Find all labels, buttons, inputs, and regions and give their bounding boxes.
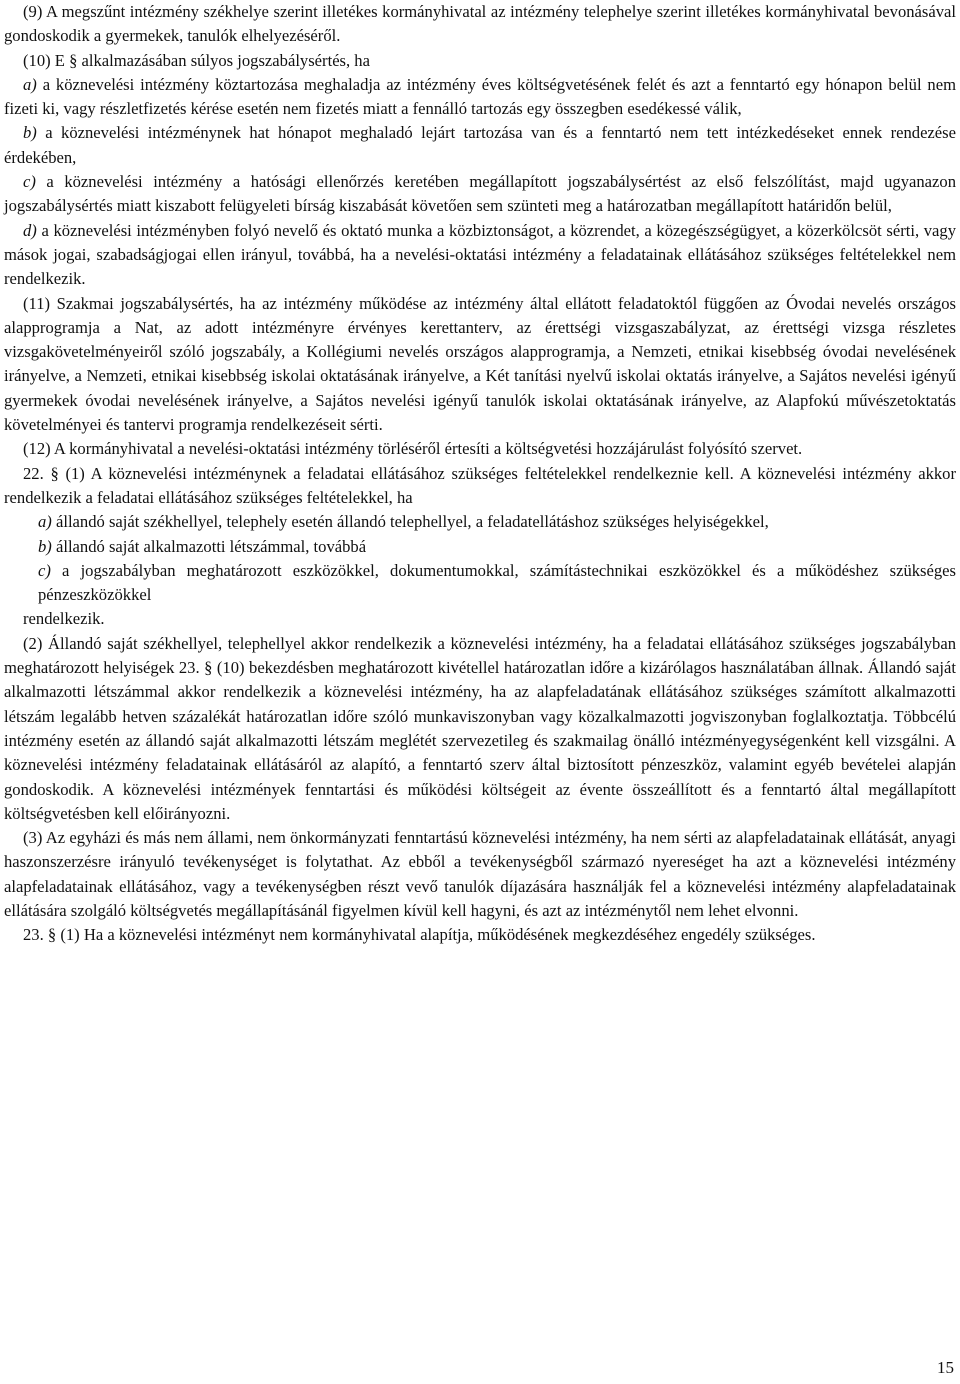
paragraph-text: (9) A megszűnt intézmény székhelye szerint illetékes kormányhivatal az intézmény telephelye szerint illetékes kormányhivatal bevonásával gondoskodik a gyermekek, tanulók elhelyezéséről.: [4, 2, 956, 46]
paragraph-10: [4, 49, 956, 73]
list-marker: b): [23, 123, 37, 143]
paragraph-text: 23. § (1) Ha a köznevelési intézményt nem kormányhivatal alapítja, működésének megkezdéséhez engedély szükséges.: [23, 925, 816, 945]
paragraph-text: (12) A kormányhivatal a nevelési-oktatási intézmény törléséről értesíti a költségvetési hozzájárulást folyósító szervet.: [23, 439, 803, 459]
list-marker: a): [23, 74, 37, 94]
list-item-text: állandó saját alkalmazotti létszámmal, továbbá: [51, 536, 367, 556]
list-marker: c): [23, 172, 36, 192]
list-item-b: [4, 121, 956, 170]
section-22-paragraph-1: [4, 462, 956, 511]
list-marker: c): [38, 560, 51, 580]
paragraph-12: [4, 437, 956, 461]
list-item-c: [4, 170, 956, 219]
list-item-c: [4, 559, 956, 608]
paragraph-text: (2) Állandó saját székhellyel, telephellyel akkor rendelkezik a köznevelési intézmény, ha a feladatai ellátásához szükséges jogszabályban meghatározott helyiségek 23. § (10) bekezdésben meghatározott kivétellel határozatlan időre a kizárólagos használatában állnak. Állandó saját alkalmazotti létszámmal akkor rendelkezik a köznevelési intézmény, ha az alapfeladatának ellátásához szükséges számított alkalmazotti létszám legalább hetven százalékát határozatlan időre szóló munkaviszonyban vagy közalkalmazotti jogviszonyban foglalkoztatja. Többcélú intézmény esetén az állandó saját alkalmazotti létszám meglétét szervezetileg és szakmailag önálló intézményegységenként kell vizsgálni. A köznevelési intézmény feladatainak ellátásáról az alapító, a fenntartó szerv által biztosított pénzeszköz, valamint egyéb bevételei alapján gondoskodik. A köznevelési intézmények fenntartási és működési költségeit az évente összeállított és a fenntartó által megállapított költségvetésben kell előirányozni.: [4, 633, 956, 823]
section-23-paragraph-1: [4, 923, 956, 947]
page-number: 15: [937, 1357, 954, 1377]
document-body: [4, 0, 956, 948]
list-item-text: a köznevelési intézménynek hat hónapot meghaladó lejárt tartozása van és a fenntartó nem tett intézkedéseket ennek rendezése érdekében,: [4, 123, 956, 167]
paragraph-text: rendelkezik.: [23, 609, 105, 629]
paragraph-text: (11) Szakmai jogszabálysértés, ha az intézmény működése az intézmény által ellátott feladatoktól függően az Óvodai nevelés országos alapprogramja a Nat, az adott intézményre érvényes kerettanterv, az érettségi vizsgaszabályzat, az érettségi vizsga részletes vizsgakövetelményeiről szóló jogszabály, a Kollégiumi nevelés országos alapprogramja, a Nemzeti, etnikai kisebbség óvodai nevelésének irányelve, a Nemzeti, etnikai kisebbség iskolai oktatásának irányelve, a Két tanítási nyelvű iskolai oktatás irányelve, a Sajátos nevelési igényű gyermekek óvodai nevelésének irányelve, a Sajátos nevelési igényű tanulók iskolai oktatásának irányelve, az Alapfokú művészetoktatás követelményei és tantervi programja rendelkezéseit sérti.: [4, 293, 956, 435]
list-item-b: [4, 535, 956, 559]
list-closing-text: [4, 607, 956, 631]
list-marker: d): [23, 220, 37, 240]
section-22-paragraph-2: [4, 632, 956, 826]
list-item-a: [4, 510, 956, 534]
list-marker: a): [38, 512, 52, 532]
section-22-paragraph-3: [4, 826, 956, 923]
list-item-text: állandó saját székhellyel, telephely esetén állandó telephellyel, a feladatellátáshoz szükséges helyiségekkel,: [51, 512, 769, 532]
paragraph-9: [4, 0, 956, 49]
paragraph-text: (10) E § alkalmazásában súlyos jogszabálysértés, ha: [23, 50, 370, 70]
list-item-text: a köznevelési intézmény köztartozása meghaladja az intézmény éves költségvetésének felét és azt a fenntartó egy hónapon belül nem fizeti ki, vagy részletfizetés kérése esetén nem fizetés miatt a fennálló tartozás egy összegben esedékessé válik,: [4, 74, 956, 119]
paragraph-11: [4, 292, 956, 438]
paragraph-text: 22. § (1) A köznevelési intézménynek a feladatai ellátásához szükséges feltételekkel rendelkeznie kell. A köznevelési intézmény akkor rendelkezik a feladatai ellátásához szükséges feltételekkel, ha: [4, 463, 956, 507]
list-item-text: a köznevelési intézmény a hatósági ellenőrzés keretében megállapított jogszabálysértést az első felszólítást, majd ugyanazon jogszabálysértés miatt kiszabott felügyeleti bírság kiszabását követően sem szünteti meg a határozatban megállapított határidőn belül,: [4, 172, 956, 216]
list-marker: b): [38, 536, 52, 556]
paragraph-text: (3) Az egyházi és más nem állami, nem önkormányzati fenntartású köznevelési intézmény, ha nem sérti az alapfeladatainak ellátását, anyagi haszonszerzésre irányuló tevékenységet is folytathat. Az ebből a tevékenységből származó nyereséget ha azt a köznevelési intézmény alapfeladatainak ellátásához, vagy a tevékenységben részt vevő tanulók díjazására használják fel a köznevelési intézmény alapfeladatainak ellátására szolgáló költségvetés megállapításánál figyelmen kívül kell hagyni, és azt az intézménytől nem lehet elvonni.: [4, 828, 956, 920]
list-item-d: [4, 219, 956, 292]
list-item-a: [4, 73, 956, 122]
list-item-text: a köznevelési intézményben folyó nevelő és oktató munka a közbiztonságot, a közrendet, a közegészségügyet, a közerkölcsöt sérti, vagy mások jogai, szabadságjogai ellen irányul, továbbá, ha a nevelési-oktatási intézmény a feladatainak ellátásához szükséges feltételekkel nem rendelkezik.: [4, 220, 956, 289]
list-item-text: a jogszabályban meghatározott eszközökkel, dokumentumokkal, számítástechnikai eszközökkel és a működéshez szükséges pénzeszközökkel: [38, 560, 956, 605]
